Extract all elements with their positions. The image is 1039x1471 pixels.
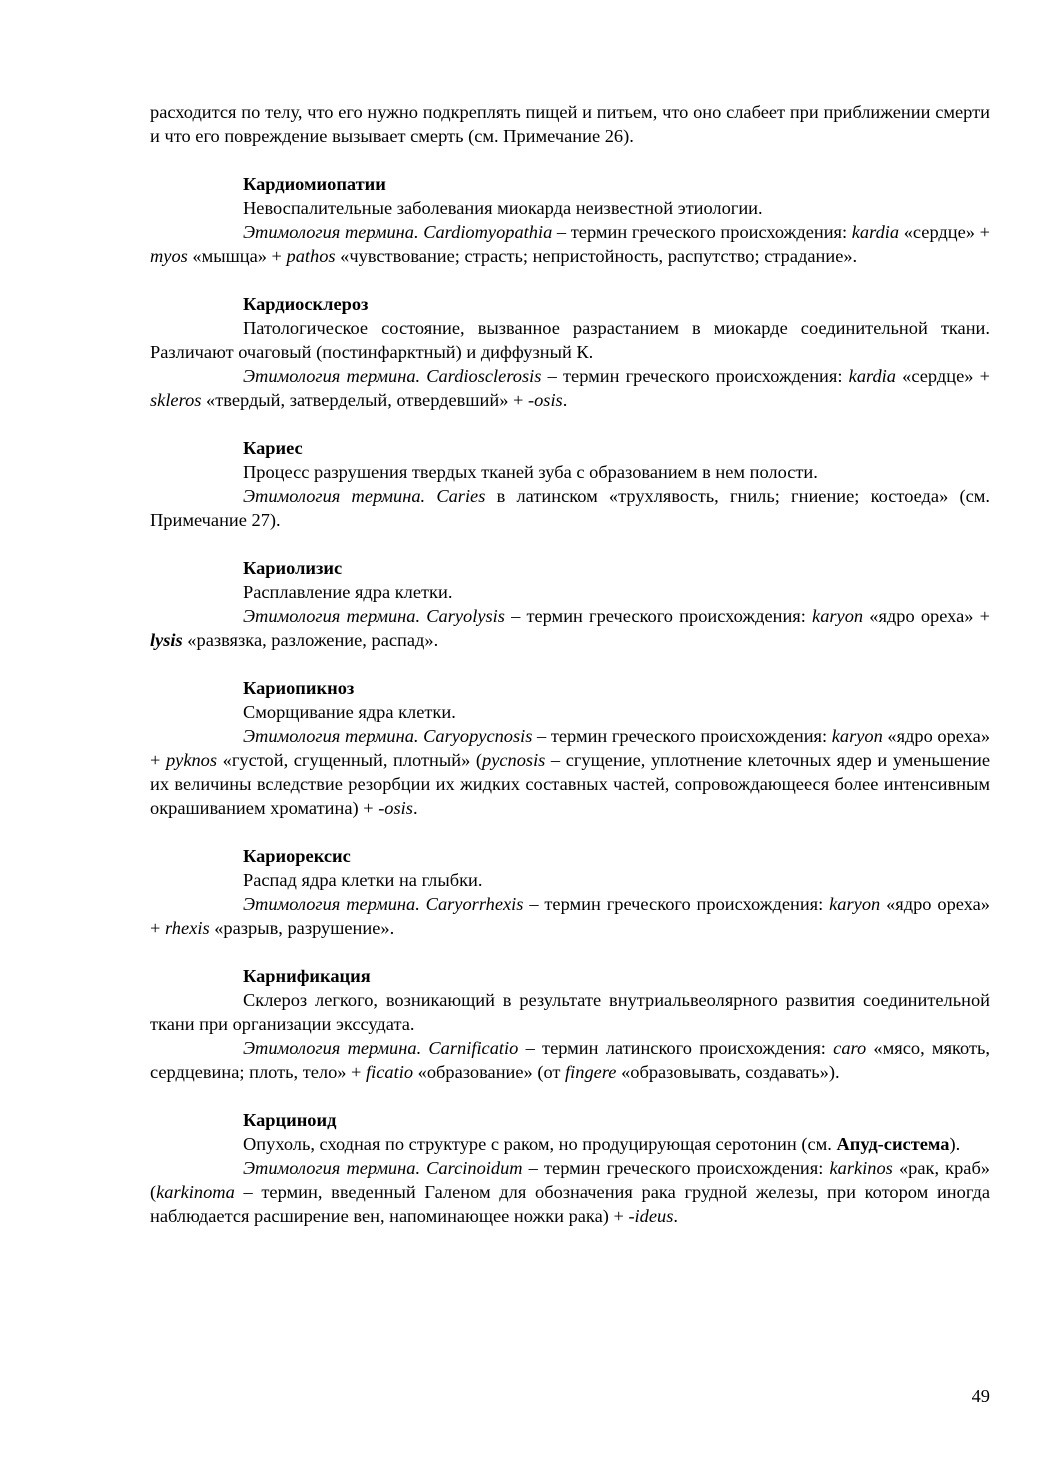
text-run: «разрыв, разрушение». — [209, 918, 395, 938]
entry-etymology — [150, 1156, 990, 1228]
entry-definition — [150, 1132, 990, 1156]
entry-term: Карциноид — [243, 1110, 337, 1130]
italic-text: karyon — [812, 606, 864, 626]
text-run: расходится по телу, что его нужно подкреплять пищей и питьем, что оно слабеет при приближении смерти и что его повреждение вызывает смерть (см. Примечание 26). — [150, 102, 990, 146]
entry-etymology — [150, 604, 990, 652]
italic-text: myos — [150, 246, 188, 266]
text-run: – термин греческого происхождения: — [541, 366, 849, 386]
dictionary-entry — [150, 964, 990, 1084]
entry-etymology — [150, 724, 990, 820]
italic-text: karyon — [831, 726, 883, 746]
italic-text: kardia — [848, 366, 896, 386]
italic-text: -ideus — [628, 1206, 674, 1226]
entry-definition — [150, 460, 990, 484]
text-run: «ядро ореха» + — [150, 726, 991, 770]
text-run: «густой, сгущенный, плотный» ( — [217, 750, 482, 770]
text-run: . — [673, 1206, 678, 1226]
italic-text: rhexis — [164, 918, 210, 938]
italic-text: pycnosis — [482, 750, 546, 770]
dictionary-entry — [150, 172, 990, 268]
text-run: ). — [949, 1134, 961, 1154]
italic-text: fingere — [565, 1062, 617, 1082]
italic-text: ficatio — [366, 1062, 414, 1082]
entry-etymology — [150, 484, 990, 532]
text-run: «твердый, затверделый, отвердевший» + — [201, 390, 528, 410]
text-run: – термин греческого происхождения: — [523, 894, 830, 914]
italic-text: -osis — [378, 798, 413, 818]
entry-definition — [150, 700, 990, 724]
entry-etymology — [150, 892, 990, 940]
text-run: «образование» (от — [413, 1062, 566, 1082]
text-run: «сердце» + — [896, 366, 990, 386]
italic-text: karkinos — [829, 1158, 893, 1178]
text-run: Опухоль, сходная по структуре с раком, но продуцирующая серотонин (см. — [243, 1134, 837, 1154]
italic-text: skleros — [150, 390, 202, 410]
text-run: – сгущение, уплотнение клеточных ядер и уменьшение их величины вследствие резорбции их жидких составных частей, сопровождающееся более интенсивным окрашиванием хроматина) + — [150, 750, 990, 818]
italic-text: Этимология термина. Cardiosclerosis — [243, 366, 542, 386]
text-run: Склероз легкого, возникающий в результате внутриальвеолярного развития соединительной ткани при организации экссудата. — [150, 990, 990, 1034]
entry-term: Кариорексис — [243, 846, 351, 866]
italic-text: pathos — [286, 246, 336, 266]
text-run: Расплавление ядра клетки. — [243, 582, 453, 602]
page-number: 49 — [971, 1386, 990, 1406]
entry-definition — [150, 580, 990, 604]
text-run: «образовывать, создавать»). — [616, 1062, 840, 1082]
text-run: «ядро ореха» + — [150, 894, 991, 938]
text-run: «рак, краб» ( — [150, 1158, 991, 1202]
italic-text: Этимология термина. Caryopycnosis — [243, 726, 533, 746]
italic-text: karkinoma — [156, 1182, 235, 1202]
text-run: «ядро ореха» + — [863, 606, 990, 626]
dictionary-entry — [150, 556, 990, 652]
entry-definition — [150, 316, 990, 364]
text-run: Невоспалительные заболевания миокарда неизвестной этиологии. — [243, 198, 763, 218]
page-content — [150, 100, 990, 1228]
dictionary-entry — [150, 844, 990, 940]
italic-text: caro — [833, 1038, 867, 1058]
text-run: – термин, введенный Галеном для обозначения рака грудной железы, при котором иногда наблюдается расширение вен, напоминающее ножки рака) + — [150, 1182, 990, 1226]
text-run: Патологическое состояние, вызванное разрастанием в миокарде соединительной ткани. Различают очаговый (постинфарктный) и диффузный К. — [150, 318, 990, 362]
dictionary-entry — [150, 292, 990, 412]
entry-definition — [150, 196, 990, 220]
italic-text: karyon — [829, 894, 881, 914]
text-run: – термин латинского происхождения: — [518, 1038, 834, 1058]
text-run: – термин греческого происхождения: — [552, 222, 852, 242]
dictionary-entry — [150, 1108, 990, 1228]
entry-definition — [150, 868, 990, 892]
text-run: . — [412, 798, 418, 818]
intro-paragraph — [150, 100, 990, 148]
italic-text: Этимология термина. Carcinoidum — [243, 1158, 523, 1178]
italic-text: Этимология термина. Caryolysis — [243, 606, 505, 626]
text-run: . — [562, 390, 568, 410]
entry-etymology — [150, 1036, 990, 1084]
text-run: – термин греческого происхождения: — [522, 1158, 830, 1178]
text-run: в латинском «трухлявость, гниль; гниение; костоеда» (см. Примечание 27). — [150, 486, 990, 530]
text-run: «чувствование; страсть; непристойность, распутство; страдание». — [335, 246, 858, 266]
entry-term: Карнификация — [243, 966, 371, 986]
entry-term: Кариес — [243, 438, 303, 458]
text-run: Сморщивание ядра клетки. — [243, 702, 456, 722]
italic-text: Этимология термина. Carnificatio — [243, 1038, 519, 1058]
text-run: «развязка, разложение, распад». — [182, 630, 439, 650]
italic-text: Этимология термина. Caries — [243, 486, 486, 506]
italic-text: Этимология термина. Caryorrhexis — [243, 894, 524, 914]
dictionary-entry — [150, 676, 990, 820]
entry-term: Кардиомиопатии — [243, 174, 386, 194]
entry-etymology — [150, 220, 990, 268]
dictionary-entry — [150, 436, 990, 532]
italic-text: pyknos — [165, 750, 218, 770]
entry-etymology — [150, 364, 990, 412]
text-run: – термин греческого происхождения: — [504, 606, 813, 626]
text-run: Распад ядра клетки на глыбки. — [243, 870, 483, 890]
entry-term: Кардиосклероз — [243, 294, 369, 314]
entry-term: Кариолизис — [243, 558, 343, 578]
italic-text: kardia — [851, 222, 900, 242]
text-run: «сердце» + — [899, 222, 990, 242]
italic-text: Этимология термина. Cardiomyopathia — [243, 222, 553, 242]
entry-term: Кариопикноз — [243, 678, 355, 698]
text-run: Процесс разрушения твердых тканей зуба с образованием в нем полости. — [243, 462, 818, 482]
entry-definition — [150, 988, 990, 1036]
italic-text: -osis — [527, 390, 563, 410]
text-run: «мясо, мякоть, сердцевина; плоть, тело» + — [150, 1038, 991, 1082]
text-run: «мышца» + — [187, 246, 287, 266]
text-run: – термин греческого происхождения: — [532, 726, 832, 746]
bold-italic-text: lysis — [150, 630, 183, 650]
bold-text: Апуд-система — [836, 1134, 950, 1154]
